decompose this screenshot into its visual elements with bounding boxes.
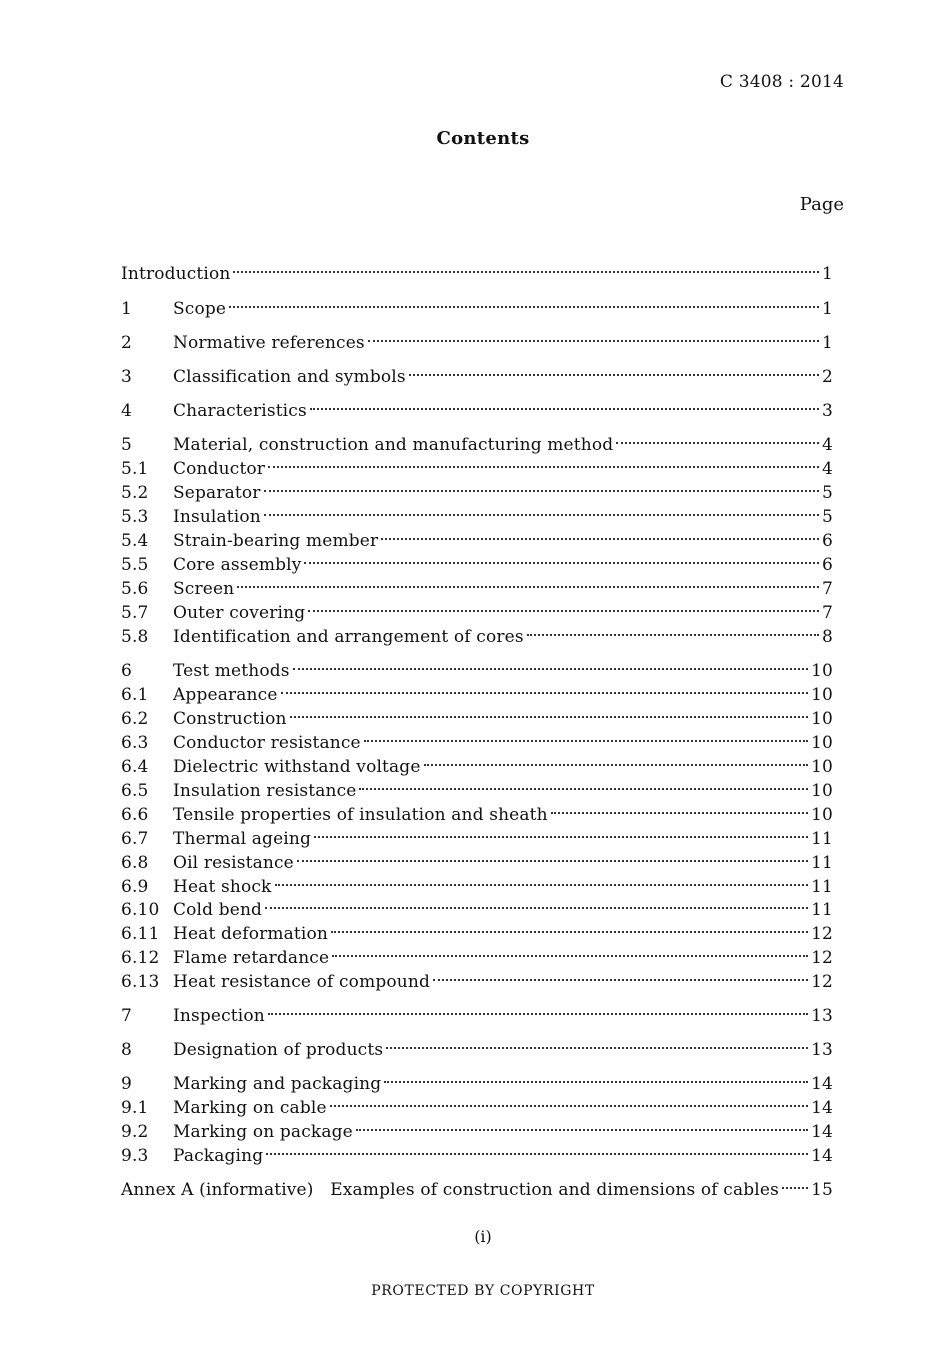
dot-leader — [527, 618, 819, 642]
toc-entry-label: Core assembly — [173, 555, 302, 575]
toc-entry-label: Introduction — [121, 264, 231, 284]
toc-entry-label: Tensile properties of insulation and sheath — [173, 805, 548, 825]
dot-leader — [304, 546, 819, 570]
toc-entry-page: 4 — [822, 459, 833, 479]
toc-entry-number: 6.5 — [121, 781, 149, 801]
toc-entry-page: 10 — [811, 709, 833, 729]
toc-entry-page: 11 — [811, 829, 833, 849]
toc-entry[interactable] — [121, 450, 833, 479]
toc-entry-number: 6.3 — [121, 733, 149, 753]
dot-leader — [409, 358, 819, 382]
dot-leader — [310, 392, 819, 416]
toc-entry-page: 7 — [822, 603, 833, 623]
toc-entry-number: 4 — [121, 401, 132, 421]
toc-entry-introduction[interactable] — [121, 255, 833, 284]
dot-leader — [237, 570, 819, 594]
toc-entry[interactable] — [121, 1113, 833, 1142]
page-title: Contents — [436, 128, 530, 149]
dot-leader — [308, 594, 819, 618]
toc-entry[interactable] — [121, 868, 833, 897]
toc-entry[interactable] — [121, 939, 833, 968]
toc-entry[interactable] — [121, 594, 833, 623]
toc-entry[interactable] — [121, 676, 833, 705]
toc-entry[interactable] — [121, 652, 833, 681]
toc-entry-label: Test methods — [173, 661, 290, 681]
toc-entry-label: Heat deformation — [173, 924, 328, 944]
toc-entry[interactable] — [121, 618, 833, 647]
toc-entry[interactable] — [121, 324, 833, 353]
toc-entry-page: 7 — [822, 579, 833, 599]
toc-entry[interactable] — [121, 963, 833, 992]
toc-entry-page: 1 — [822, 333, 833, 353]
toc-entry-number: 5.3 — [121, 507, 149, 527]
toc-entry[interactable] — [121, 546, 833, 575]
footer-page-number: (i) — [474, 1227, 492, 1246]
toc-entry-label: Inspection — [173, 1006, 265, 1026]
toc-entry[interactable] — [121, 748, 833, 777]
toc-entry-page: 12 — [811, 948, 833, 968]
toc-entry-number: 1 — [121, 299, 132, 319]
toc-entry-label: Dielectric withstand voltage — [173, 757, 421, 777]
dot-leader — [332, 939, 808, 963]
dot-leader — [265, 891, 808, 915]
toc-entry-label: Identification and arrangement of cores — [173, 627, 524, 647]
toc-entry-label: Marking and packaging — [173, 1074, 382, 1094]
toc-entry[interactable] — [121, 426, 833, 455]
toc-entry-number: 6.9 — [121, 877, 149, 897]
toc-entry-page: 8 — [822, 627, 833, 647]
toc-entry-number: 5.1 — [121, 459, 149, 479]
dot-leader — [616, 426, 819, 450]
toc-entry-page: 14 — [811, 1098, 833, 1118]
toc-entry-label: Heat resistance of compound — [173, 972, 430, 992]
toc-entry-label: Screen — [173, 579, 235, 599]
toc-entry-page: 14 — [811, 1122, 833, 1142]
toc-entry[interactable] — [121, 1031, 833, 1060]
toc-entry[interactable] — [121, 700, 833, 729]
dot-leader — [264, 498, 819, 522]
dot-leader — [233, 255, 819, 279]
dot-leader — [229, 290, 819, 314]
toc-entry-page: 12 — [811, 972, 833, 992]
toc-entry-page: 14 — [811, 1146, 833, 1166]
toc-entry[interactable] — [121, 570, 833, 599]
dot-leader — [293, 652, 808, 676]
toc-entry-page: 10 — [811, 685, 833, 705]
toc-entry-number: 6 — [121, 661, 132, 681]
toc-entry-number: 9.1 — [121, 1098, 149, 1118]
toc-entry-label: Flame retardance — [173, 948, 330, 968]
dot-leader — [264, 474, 820, 498]
toc-entry-page: 10 — [811, 781, 833, 801]
toc-entry-number: 5.2 — [121, 483, 149, 503]
dot-leader — [314, 820, 808, 844]
toc-entry-label: Oil resistance — [173, 853, 294, 873]
standard-number: C 3408 : 2014 — [719, 72, 844, 92]
toc-entry-page: 11 — [811, 900, 833, 920]
toc-entry[interactable] — [121, 1065, 833, 1094]
toc-entry-label: Normative references — [173, 333, 365, 353]
toc-entry-number: 9.3 — [121, 1146, 149, 1166]
toc-entry-page: 10 — [811, 805, 833, 825]
toc-entry[interactable] — [121, 796, 833, 825]
toc-entry-page: 3 — [822, 401, 833, 421]
toc-entry-label: Outer covering — [173, 603, 306, 623]
toc-entry-page: 10 — [811, 733, 833, 753]
toc-entry-label: Insulation resistance — [173, 781, 357, 801]
toc-entry-number: 5.7 — [121, 603, 149, 623]
toc-entry-page: 1 — [822, 299, 833, 319]
toc-entry-number: 5.8 — [121, 627, 149, 647]
dot-leader — [281, 676, 809, 700]
toc-entry-label: Insulation — [173, 507, 261, 527]
toc-entry-page: 4 — [822, 435, 833, 455]
dot-leader — [268, 997, 808, 1021]
toc-entry[interactable] — [121, 474, 833, 503]
toc-entry-number: 6.13 — [121, 972, 160, 992]
toc-entry-label: Separator — [173, 483, 261, 503]
dot-leader — [384, 1065, 808, 1089]
toc-entry[interactable] — [121, 522, 833, 551]
toc-entry-page: 6 — [822, 531, 833, 551]
toc-entry-page: 11 — [811, 877, 833, 897]
toc-entry-page: 10 — [811, 757, 833, 777]
toc-entry-number: 3 — [121, 367, 132, 387]
toc-entry-label: Packaging — [173, 1146, 264, 1166]
copyright-notice: PROTECTED BY COPYRIGHT — [371, 1283, 595, 1299]
toc-entry[interactable] — [121, 891, 833, 920]
toc-entry[interactable] — [121, 358, 833, 387]
toc-entry[interactable] — [121, 820, 833, 849]
toc-entry-number: 6.6 — [121, 805, 149, 825]
page-column-heading: Page — [799, 194, 844, 215]
toc-entry-number: 5.5 — [121, 555, 149, 575]
dot-leader — [782, 1171, 808, 1195]
toc-entry-number: 5 — [121, 435, 132, 455]
toc-entry[interactable] — [121, 1137, 833, 1166]
toc-entry-label: Classification and symbols — [173, 367, 406, 387]
toc-entry[interactable] — [121, 290, 833, 319]
toc-entry-label: Appearance — [173, 685, 278, 705]
toc-entry-number: 6.11 — [121, 924, 160, 944]
toc-entry-number: 5.4 — [121, 531, 149, 551]
toc-entry-label: Conductor — [173, 459, 266, 479]
toc-entry-number: 6.12 — [121, 948, 160, 968]
dot-leader — [424, 748, 809, 772]
dot-leader — [356, 1113, 808, 1137]
dot-leader — [297, 844, 808, 868]
dot-leader — [331, 915, 808, 939]
toc-entry-label: Characteristics — [173, 401, 307, 421]
toc-entry-label: Designation of products — [173, 1040, 384, 1060]
toc-entry[interactable] — [121, 772, 833, 801]
dot-leader — [368, 324, 819, 348]
toc-entry-page: 11 — [811, 853, 833, 873]
toc-entry-number: 6.7 — [121, 829, 149, 849]
toc-entry-page: 6 — [822, 555, 833, 575]
toc-entry[interactable] — [121, 844, 833, 873]
dot-leader — [386, 1031, 808, 1055]
toc-entry-page: 2 — [822, 367, 833, 387]
toc-entry-number: 6.10 — [121, 900, 160, 920]
toc-entry-number: 5.6 — [121, 579, 149, 599]
dot-leader — [268, 450, 819, 474]
toc-entry-page: 5 — [822, 483, 833, 503]
dot-leader — [275, 868, 809, 892]
toc-entry-number: 6.1 — [121, 685, 149, 705]
toc-entry-label: Marking on package — [173, 1122, 353, 1142]
toc-entry-number: 9 — [121, 1074, 132, 1094]
toc-entry-label: Marking on cable — [173, 1098, 327, 1118]
toc-entry-page: 15 — [811, 1180, 833, 1200]
dot-leader — [359, 772, 808, 796]
toc-entry-label: Cold bend — [173, 900, 263, 920]
dot-leader — [433, 963, 808, 987]
toc-entry[interactable] — [121, 392, 833, 421]
toc-entry[interactable] — [121, 997, 833, 1026]
toc-entry[interactable] — [121, 1089, 833, 1118]
toc-entry-number: 9.2 — [121, 1122, 149, 1142]
toc-entry-number: 6.8 — [121, 853, 149, 873]
toc-entry-number: 6.2 — [121, 709, 149, 729]
toc-entry-label: Conductor resistance — [173, 733, 361, 753]
toc-entry-page: 5 — [822, 507, 833, 527]
dot-leader — [364, 724, 808, 748]
toc-entry-page: 13 — [811, 1040, 833, 1060]
dot-leader — [290, 700, 808, 724]
toc-entry-number: 8 — [121, 1040, 132, 1060]
toc-entry-label: Strain-bearing member — [173, 531, 379, 551]
dot-leader — [381, 522, 819, 546]
toc-entry[interactable] — [121, 498, 833, 527]
dot-leader — [330, 1089, 808, 1113]
toc-entry[interactable] — [121, 724, 833, 753]
dot-leader — [266, 1137, 808, 1161]
toc-entry-label: Construction — [173, 709, 287, 729]
toc-entry-number: 6.4 — [121, 757, 149, 777]
toc-entry-page: 1 — [822, 264, 833, 284]
toc-entry-label: Annex A (informative) Examples of construction and dimensions of cables — [121, 1180, 779, 1200]
toc-entry[interactable] — [121, 915, 833, 944]
toc-entry-annex-a[interactable] — [121, 1171, 833, 1200]
toc-entry-number: 7 — [121, 1006, 132, 1026]
toc-entry-label: Heat shock — [173, 877, 272, 897]
toc-entry-page: 14 — [811, 1074, 833, 1094]
toc-entry-page: 12 — [811, 924, 833, 944]
toc-entry-page: 10 — [811, 661, 833, 681]
toc-entry-label: Thermal ageing — [173, 829, 312, 849]
toc-entry-page: 13 — [811, 1006, 833, 1026]
toc-entry-label: Scope — [173, 299, 227, 319]
toc-entry-label: Material, construction and manufacturing method — [173, 435, 614, 455]
toc-entry-number: 2 — [121, 333, 132, 353]
dot-leader — [551, 796, 808, 820]
